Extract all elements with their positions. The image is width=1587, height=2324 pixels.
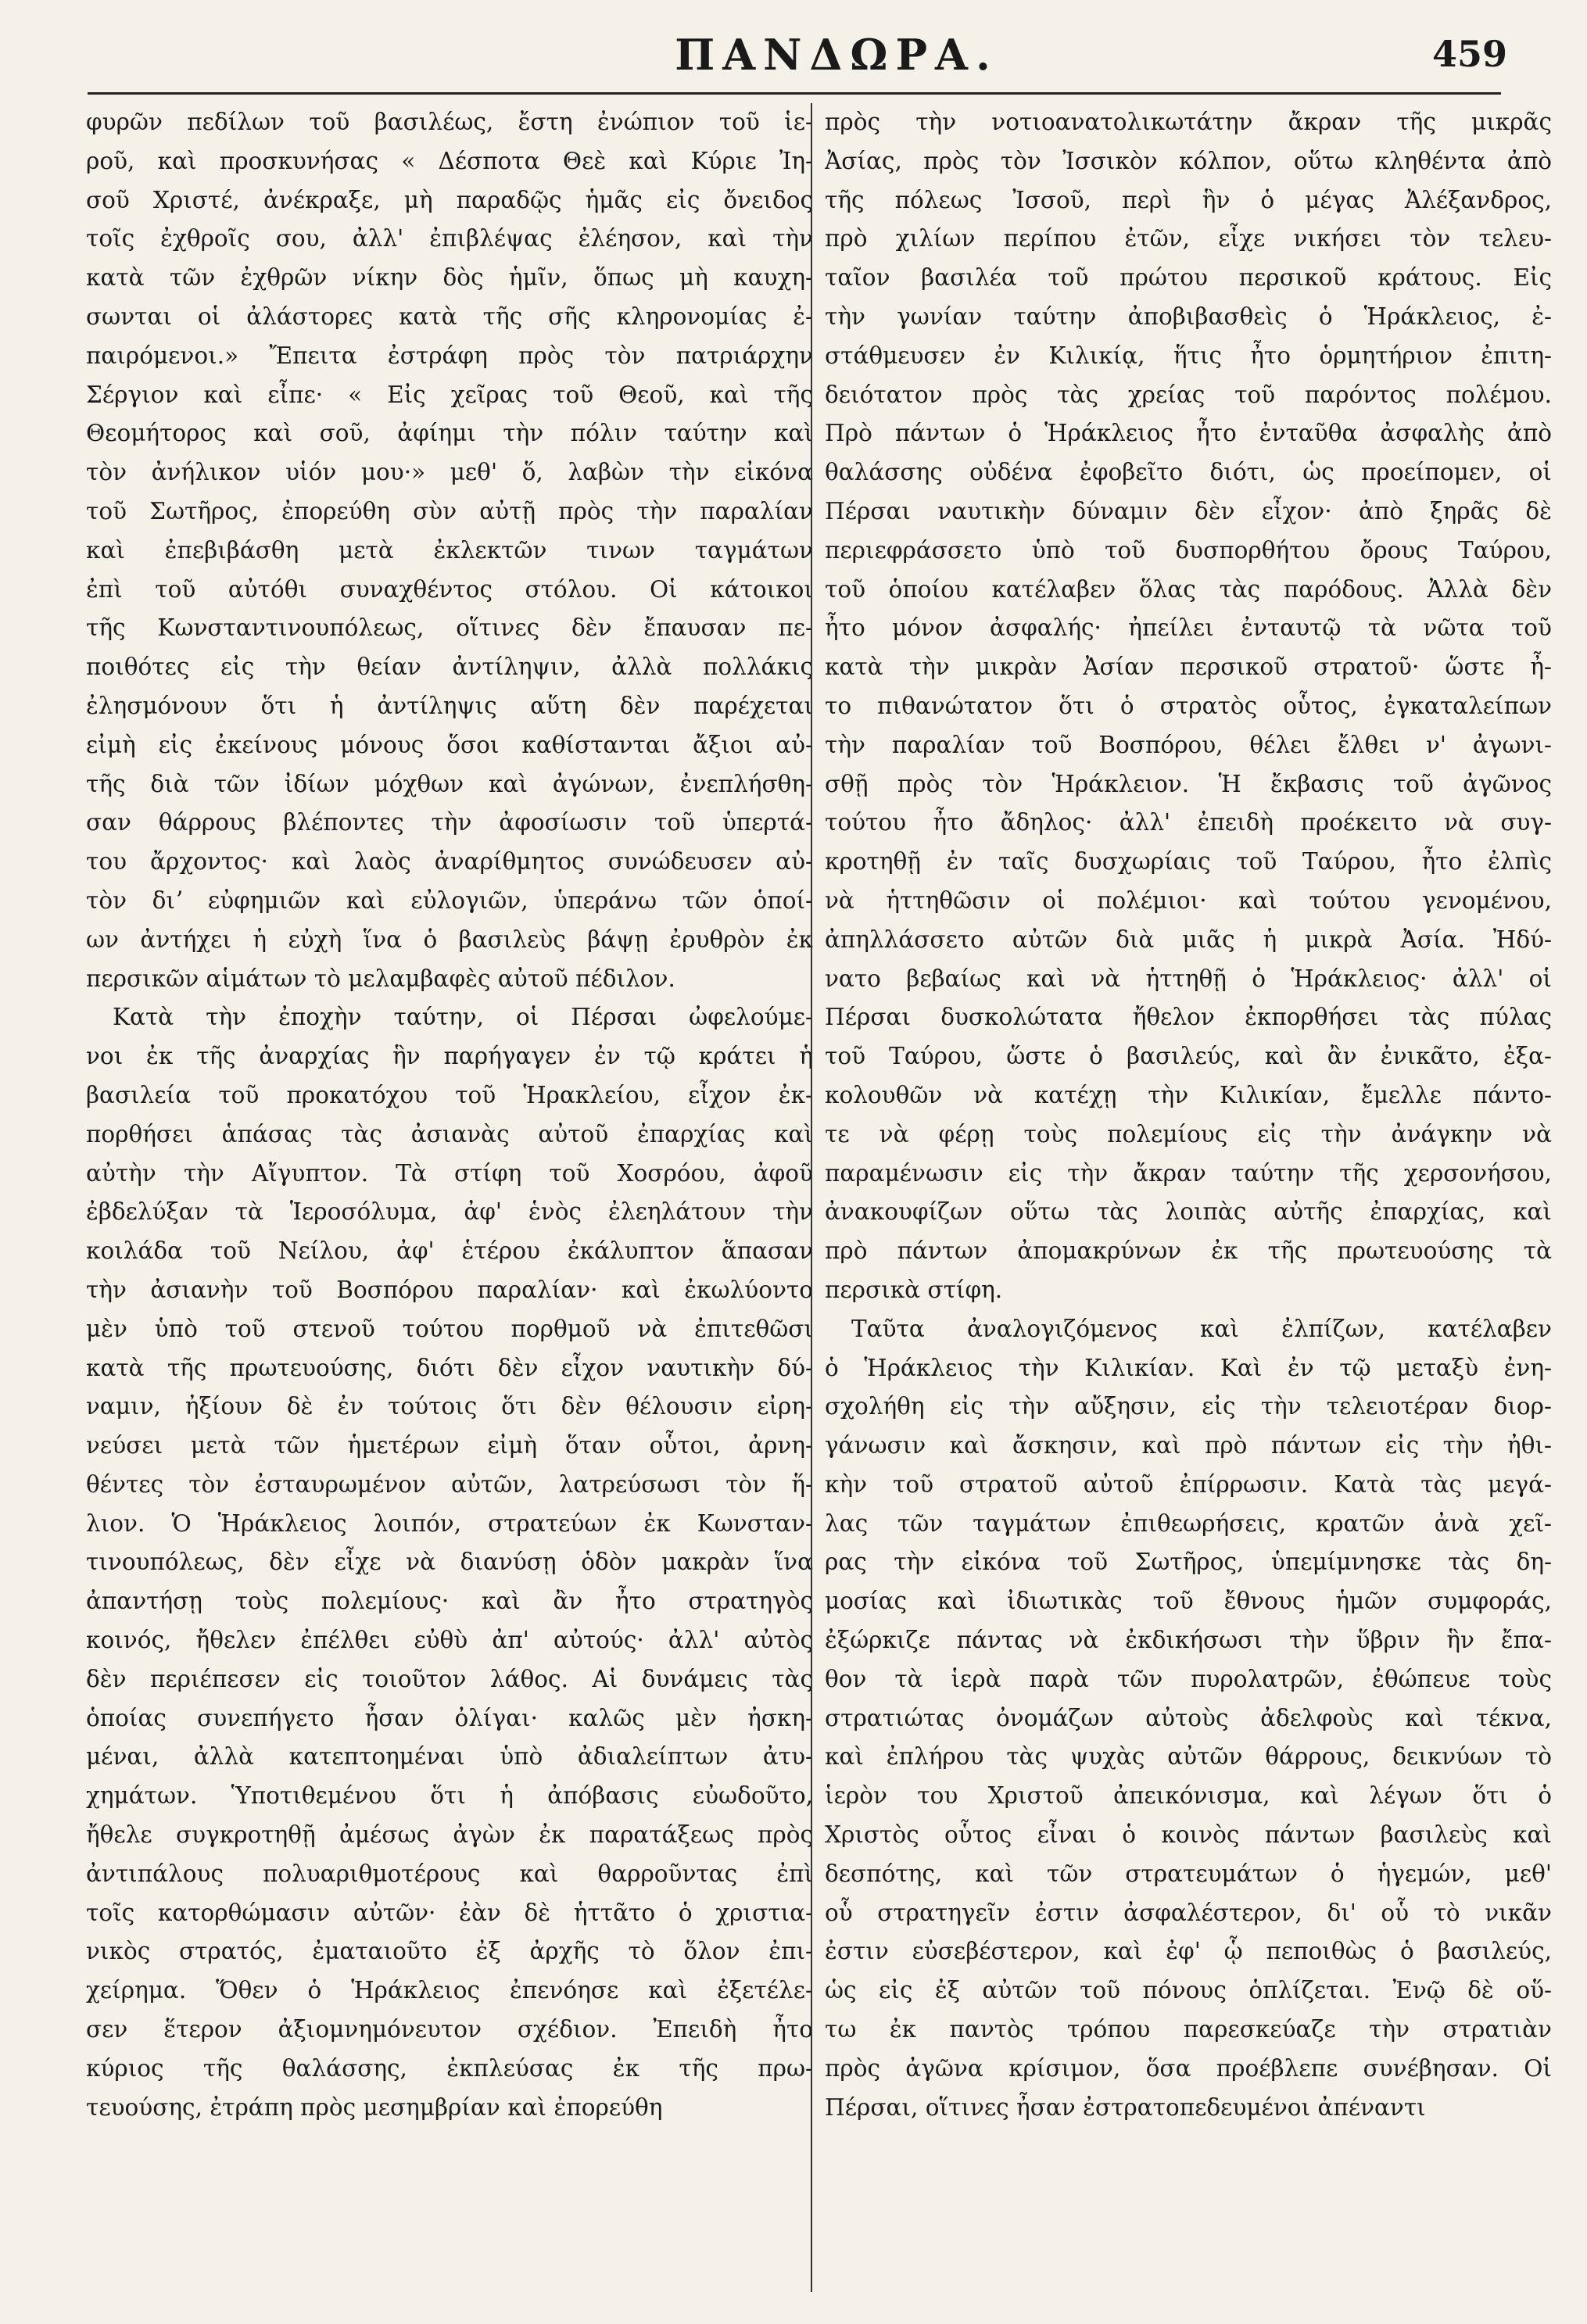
- text-line: δειότατον πρὸς τὰς χρείας τοῦ παρόντος πολέμου.: [825, 381, 1552, 408]
- text-line: λας τῶν ταγμάτων ἐπιθεωρήσεις, κρατῶν ἀνὰ χεῖ-: [825, 1509, 1552, 1537]
- text-line: λιον. Ὁ Ἡράκλειος λοιπόν, στρατεύων ἐκ Κωνσταν-: [86, 1509, 813, 1537]
- right-column: [825, 103, 1552, 2300]
- text-line: κολουθῶν νὰ κατέχῃ τὴν Κιλικίαν, ἔμελλε πάντο-: [825, 1081, 1552, 1108]
- text-line: περσικὰ στίφη.: [825, 1276, 1003, 1303]
- text-line: μὲν ὑπὸ τοῦ στενοῦ τούτου πορθμοῦ νὰ ἐπιτεθῶσι: [86, 1315, 813, 1342]
- text-line: θέντες τὸν ἐσταυρωμένον αὐτῶν, λατρεύσωσι τὸν ἥ-: [86, 1470, 813, 1498]
- text-line: τοῦ ὁποίου κατέλαβεν ὅλας τὰς παρόδους. Ἀλλὰ δὲν: [825, 575, 1552, 603]
- text-line: ὁποίας συνεπήγετο ἦσαν ὀλίγαι· καλῶς μὲν ἠσκη-: [86, 1704, 813, 1731]
- text-line: ἐλησμόνουν ὅτι ἡ ἀντίληψις αὕτη δὲν παρέχεται: [86, 692, 813, 719]
- text-line: σαν θάρρους βλέποντες τὴν ἀφοσίωσιν τοῦ ὑπερτά-: [86, 809, 813, 836]
- text-line: ἀντιπάλους πολυαριθμοτέρους καὶ θαρροῦντας ἐπὶ: [86, 1860, 813, 1887]
- text-line: μοσίας καὶ ἰδιωτικὰς τοῦ ἔθνους ἡμῶν συμφοράς,: [825, 1588, 1552, 1615]
- text-line: σθῇ πρὸς τὸν Ἡράκλειον. Ἡ ἔκβασις τοῦ ἀγῶνος: [825, 770, 1552, 797]
- text-line: ἦτο μόνον ἀσφαλής· ἠπείλει ἐνταυτῷ τὰ νῶτα τοῦ: [825, 614, 1552, 642]
- text-line: αὐτὴν τὴν Αἴγυπτον. Τὰ στίφη τοῦ Χοσρόου, ἀφοῦ: [86, 1159, 813, 1187]
- text-line: τοῦ Σωτῆρος, ἐπορεύθη σὺν αὐτῇ πρὸς τὴν παραλίαν: [86, 497, 813, 525]
- text-line: γάνωσιν καὶ ἄσκησιν, καὶ πρὸ πάντων εἰς τὴν ἠθι-: [825, 1432, 1552, 1459]
- text-line: κοιλάδα τοῦ Νείλου, ἀφ' ἑτέρου ἐκάλυπτον ἅπασαν: [86, 1237, 813, 1265]
- text-line: σωνται οἱ ἀλάστορες κατὰ τῆς σῆς κληρονομίας ἐ-: [86, 303, 813, 330]
- text-line: ων ἀντήχει ἡ εὐχὴ ἵνα ὁ βασιλεὺς βάψῃ ἐρυθρὸν ἐκ: [86, 926, 813, 953]
- text-line: φυρῶν πεδίλων τοῦ βασιλέως, ἔστη ἐνώπιον τοῦ ἱε-: [86, 109, 813, 135]
- text-line: ὡς εἰς ἐξ αὐτῶν τοῦ πόνους ὁπλίζεται. Ἐνῷ δὲ οὕ-: [825, 1977, 1552, 2004]
- text-line: ἐστιν εὐσεβέστερον, καὶ ἐφ' ᾧ πεποιθὼς ὁ βασιλεύς,: [825, 1938, 1552, 1965]
- column-divider: [811, 103, 812, 2292]
- text-line: νὰ ἡττηθῶσιν οἱ πολέμιοι· καὶ τούτου γενομένου,: [825, 886, 1552, 914]
- text-line: τευούσης, ἐτράπη πρὸς μεσημβρίαν καὶ ἐπορεύθη: [86, 2093, 663, 2121]
- text-line: βασιλεία τοῦ προκατόχου τοῦ Ἡρακλείου, εἶχον ἐκ-: [86, 1081, 813, 1108]
- text-line: νικὸς στρατός, ἐματαιοῦτο ἐξ ἀρχῆς τὸ ὅλον ἐπι-: [86, 1938, 813, 1965]
- text-line: Πέρσαι δυσκολώτατα ἤθελον ἐκπορθήσει τὰς πύλας: [825, 1004, 1552, 1031]
- text-line: ποιθότες εἰς τὴν θείαν ἀντίληψιν, ἀλλὰ πολλάκις: [86, 654, 813, 681]
- text-line: οὗ στρατηγεῖν ἐστιν ἀσφαλέστερον, δι' οὗ τὸ νικᾶν: [825, 1899, 1552, 1926]
- text-line: στάθμευσεν ἐν Κιλικίᾳ, ἥτις ἦτο ὁρμητήριον ἐπιτη-: [825, 342, 1552, 369]
- text-line: τοῦ Ταύρου, ὥστε ὁ βασιλεύς, καὶ ἂν ἐνικᾶτο, ἐξα-: [825, 1043, 1552, 1070]
- text-line: τω ἐκ παντὸς τρόπου παρεσκεύαζε τὴν στρατιὰν: [825, 2016, 1552, 2043]
- text-line: κοινός, ἤθελεν ἐπέλθει εὐθὺ ἀπ' αὐτούς· ἀλλ' αὐτὸς: [86, 1627, 813, 1654]
- text-line: χείρημα. Ὅθεν ὁ Ἡράκλειος ἐπενόησε καὶ ἐξετέλε-: [86, 1977, 813, 2004]
- text-line: τὴν γωνίαν ταύτην ἀποβιβασθεὶς ὁ Ἡράκλειος, ἐ-: [825, 303, 1552, 330]
- text-line: του ἄρχοντος· καὶ λαὸς ἀναρίθμητος συνώδευσεν αὐ-: [86, 848, 813, 876]
- text-line: τὸν ἀνήλικον υἱόν μου·» μεθ' ὅ, λαβὼν τὴν εἰκόνα: [86, 459, 813, 486]
- text-line: περσικῶν αἱμάτων τὸ μελαμβαφὲς αὐτοῦ πέδιλον.: [86, 965, 675, 992]
- text-line: τε νὰ φέρῃ τοὺς πολεμίους εἰς τὴν ἀνάγκην νὰ: [825, 1120, 1552, 1148]
- text-line: τῆς Κωνσταντινουπόλεως, οἵτινες δὲν ἔπαυσαν πε-: [86, 614, 813, 642]
- text-line: Πέρσαι, οἵτινες ἦσαν ἐστρατοπεδευμένοι ἀπέναντι: [825, 2093, 1426, 2121]
- text-line: κατὰ τῶν ἐχθρῶν νίκην δὸς ἡμῖν, ὅπως μὴ καυχη-: [86, 264, 813, 292]
- text-line: Ταῦτα ἀναλογιζόμενος καὶ ἐλπίζων, κατέλαβεν: [851, 1315, 1552, 1342]
- text-line: πρὸς τὴν νοτιοανατολικωτάτην ἄκραν τῆς μικρᾶς: [825, 109, 1552, 135]
- text-line: Ἀσίας, πρὸς τὸν Ἰσσικὸν κόλπον, οὕτω κληθέντα ἀπὸ: [825, 147, 1552, 174]
- page-number: 459: [1431, 33, 1507, 75]
- text-line: περιεφράσσετο ὑπὸ τοῦ δυσπορθήτου ὄρους Ταύρου,: [825, 536, 1552, 564]
- text-line: Χριστὸς οὗτος εἶναι ὁ κοινὸς πάντων βασιλεὺς καὶ: [825, 1821, 1552, 1849]
- text-line: ταῖον βασιλέα τοῦ πρώτου περσικοῦ κράτους. Εἰς: [825, 264, 1552, 292]
- text-line: το πιθανώτατον ὅτι ὁ στρατὸς οὗτος, ἐγκαταλείπων: [825, 692, 1552, 719]
- text-line: χημάτων. Ὑποτιθεμένου ὅτι ἡ ἀπόβασις εὐωδοῦτο,: [86, 1782, 813, 1810]
- text-line: δεσπότης, καὶ τῶν στρατευμάτων ὁ ἡγεμών, μεθ': [825, 1860, 1552, 1887]
- text-line: θον τὰ ἱερὰ παρὰ τῶν πυρολατρῶν, ἐθώπευε τοὺς: [825, 1665, 1552, 1692]
- text-line: νεύσει μετὰ τῶν ἡμετέρων εἰμὴ ὅταν οὗτοι, ἀρνη-: [86, 1432, 813, 1459]
- text-line: πορθήσει ἁπάσας τὰς ἀσιανὰς αὐτοῦ ἐπαρχίας καὶ: [86, 1120, 813, 1148]
- text-line: ὁ Ἡράκλειος τὴν Κιλικίαν. Καὶ ἐν τῷ μεταξὺ ἐνη-: [825, 1354, 1552, 1381]
- text-line: κύριος τῆς θαλάσσης, ἐκπλεύσας ἐκ τῆς πρω-: [86, 2054, 813, 2082]
- text-line: ἤθελε συγκροτηθῇ ἀμέσως ἀγὼν ἐκ παρατάξεως πρὸς: [86, 1821, 813, 1849]
- text-line: ἀνακουφίζων οὕτω τὰς λοιπὰς αὐτῆς ἐπαρχίας, καὶ: [825, 1198, 1552, 1226]
- text-line: κατὰ τὴν μικρὰν Ἀσίαν περσικοῦ στρατοῦ· ὥστε ἦ-: [825, 654, 1552, 681]
- left-column: [86, 103, 813, 2300]
- text-line: πρὸς ἀγῶνα κρίσιμον, ὅσα προέβλεπε συνέβησαν. Οἱ: [825, 2054, 1552, 2082]
- text-line: κατὰ τῆς πρωτευούσης, διότι δὲν εἶχον ναυτικὴν δύ-: [86, 1354, 813, 1381]
- text-line: τὴν παραλίαν τοῦ Βοσπόρου, θέλει ἔλθει ν' ἀγωνι-: [825, 731, 1552, 758]
- text-line: σεν ἕτερον ἀξιομνημόνευτον σχέδιον. Ἐπειδὴ ἦτο: [86, 2016, 813, 2043]
- text-line: τοῖς κατορθώμασιν αὐτῶν· ἐὰν δὲ ἡττᾶτο ὁ χριστια-: [86, 1899, 813, 1926]
- text-line: μέναι, ἀλλὰ κατεπτοημέναι ὑπὸ ἀδιαλείπτων ἀτυ-: [86, 1743, 813, 1771]
- text-line: ροῦ, καὶ προσκυνήσας « Δέσποτα Θεὲ καὶ Κύριε Ἰη-: [86, 147, 813, 174]
- header-rule: [88, 92, 1501, 95]
- text-line: παραμένωσιν εἰς τὴν ἄκραν ταύτην τῆς χερσονήσου,: [825, 1159, 1552, 1187]
- text-line: τινουπόλεως, δὲν εἶχε νὰ διανύσῃ ὁδὸν μακρὰν ἵνα: [86, 1549, 813, 1576]
- text-line: σοῦ Χριστέ, ἀνέκραξε, μὴ παραδῷς ἡμᾶς εἰς ὄνειδος: [86, 186, 813, 213]
- text-line: κὴν τοῦ στρατοῦ αὐτοῦ ἐπίρρωσιν. Κατὰ τὰς μεγά-: [825, 1470, 1552, 1498]
- text-line: πρὸ πάντων ἀπομακρύνων ἐκ τῆς πρωτευούσης τὰ: [825, 1237, 1552, 1265]
- text-line: νατο βεβαίως καὶ νὰ ἡττηθῇ ὁ Ἡράκλειος· ἀλλ' οἱ: [825, 965, 1552, 992]
- text-line: ἐβδελύξαν τὰ Ἱεροσόλυμα, ἀφ' ἑνὸς ἐλεηλάτουν τὴν: [86, 1198, 813, 1226]
- text-line: ἀπηλλάσσετο αὐτῶν διὰ μιᾶς ἡ μικρὰ Ἀσία. Ἠδύ-: [825, 926, 1552, 953]
- text-line: εἰμὴ εἰς ἐκείνους μόνους ὅσοι καθίστανται ἄξιοι αὐ-: [86, 731, 813, 758]
- text-line: θαλάσσης οὐδένα ἐφοβεῖτο διότι, ὡς προείπομεν, οἱ: [825, 459, 1552, 486]
- text-line: τῆς διὰ τῶν ἰδίων μόχθων καὶ ἀγώνων, ἐνεπλήσθη-: [86, 770, 813, 797]
- running-title: ΠΑΝΔΩΡΑ.: [675, 30, 998, 80]
- text-line: δὲν περιέπεσεν εἰς τοιοῦτον λάθος. Αἱ δυνάμεις τὰς: [86, 1665, 813, 1692]
- text-line: ναμιν, ἠξίουν δὲ ἐν τούτοις ὅτι δὲν θέλουσιν εἰρη-: [86, 1393, 813, 1420]
- text-line: Σέργιον καὶ εἶπε· « Εἰς χεῖρας τοῦ Θεοῦ, καὶ τῆς: [86, 381, 813, 408]
- text-line: τῆς πόλεως Ἰσσοῦ, περὶ ἣν ὁ μέγας Ἀλέξανδρος,: [825, 186, 1552, 213]
- text-line: καὶ ἐπεβιβάσθη μετὰ ἐκλεκτῶν τινων ταγμάτων: [86, 536, 813, 564]
- text-line: ρας τὴν εἰκόνα τοῦ Σωτῆρος, ὑπεμίμνησκε τὰς δη-: [825, 1549, 1552, 1576]
- text-line: ἐξώρκιζε πάντας νὰ ἐκδικήσωσι τὴν ὕβριν ἣν ἔπα-: [825, 1627, 1552, 1654]
- text-line: Πέρσαι ναυτικὴν δύναμιν δὲν εἶχον· ἀπὸ ξηρᾶς δὲ: [825, 497, 1552, 525]
- text-line: τὸν διʼ εὐφημιῶν καὶ εὐλογιῶν, ὑπεράνω τῶν ὁποί-: [86, 886, 813, 914]
- text-line: παιρόμενοι.» Ἔπειτα ἐστράφη πρὸς τὸν πατριάρχην: [86, 342, 813, 369]
- text-line: νοι ἐκ τῆς ἀναρχίας ἣν παρήγαγεν ἐν τῷ κράτει ἡ: [86, 1043, 813, 1070]
- text-line: Κατὰ τὴν ἐποχὴν ταύτην, οἱ Πέρσαι ὠφελούμε-: [113, 1004, 813, 1031]
- text-line: ἐπὶ τοῦ αὐτόθι συναχθέντος στόλου. Οἱ κάτοικοι: [86, 575, 813, 603]
- text-line: στρατιώτας ὀνομάζων αὐτοὺς ἀδελφοὺς καὶ τέκνα,: [825, 1704, 1552, 1731]
- text-line: ἀπαντήσῃ τοὺς πολεμίους· καὶ ἂν ἦτο στρατηγὸς: [86, 1588, 813, 1615]
- text-line: καὶ ἐπλήρου τὰς ψυχὰς αὐτῶν θάρρους, δεικνύων τὸ: [825, 1743, 1552, 1771]
- text-line: ἱερὸν του Χριστοῦ ἀπεικόνισμα, καὶ λέγων ὅτι ὁ: [825, 1782, 1552, 1810]
- text-line: Θεομήτορος καὶ σοῦ, ἀφίημι τὴν πόλιν ταύτην καὶ: [86, 420, 813, 447]
- text-line: τὴν ἀσιανὴν τοῦ Βοσπόρου παραλίαν· καὶ ἐκωλύοντο: [86, 1276, 813, 1303]
- text-line: Πρὸ πάντων ὁ Ἡράκλειος ἦτο ἐνταῦθα ἀσφαλὴς ἀπὸ: [825, 420, 1552, 447]
- text-line: πρὸ χιλίων περίπου ἐτῶν, εἶχε νικήσει τὸν τελευ-: [825, 225, 1552, 252]
- text-line: τούτου ἦτο ἄδηλος· ἀλλ' ἐπειδὴ προέκειτο νὰ συγ-: [825, 809, 1552, 836]
- text-line: σχολήθη εἰς τὴν αὔξησιν, εἰς τὴν τελειοτέραν διορ-: [825, 1393, 1552, 1420]
- text-line: κροτηθῇ ἐν ταῖς δυσχωρίαις τοῦ Ταύρου, ἦτο ἐλπὶς: [825, 848, 1552, 876]
- text-line: τοῖς ἐχθροῖς σου, ἀλλ' ἐπιβλέψας ἐλέησον, καὶ τὴν: [86, 225, 813, 252]
